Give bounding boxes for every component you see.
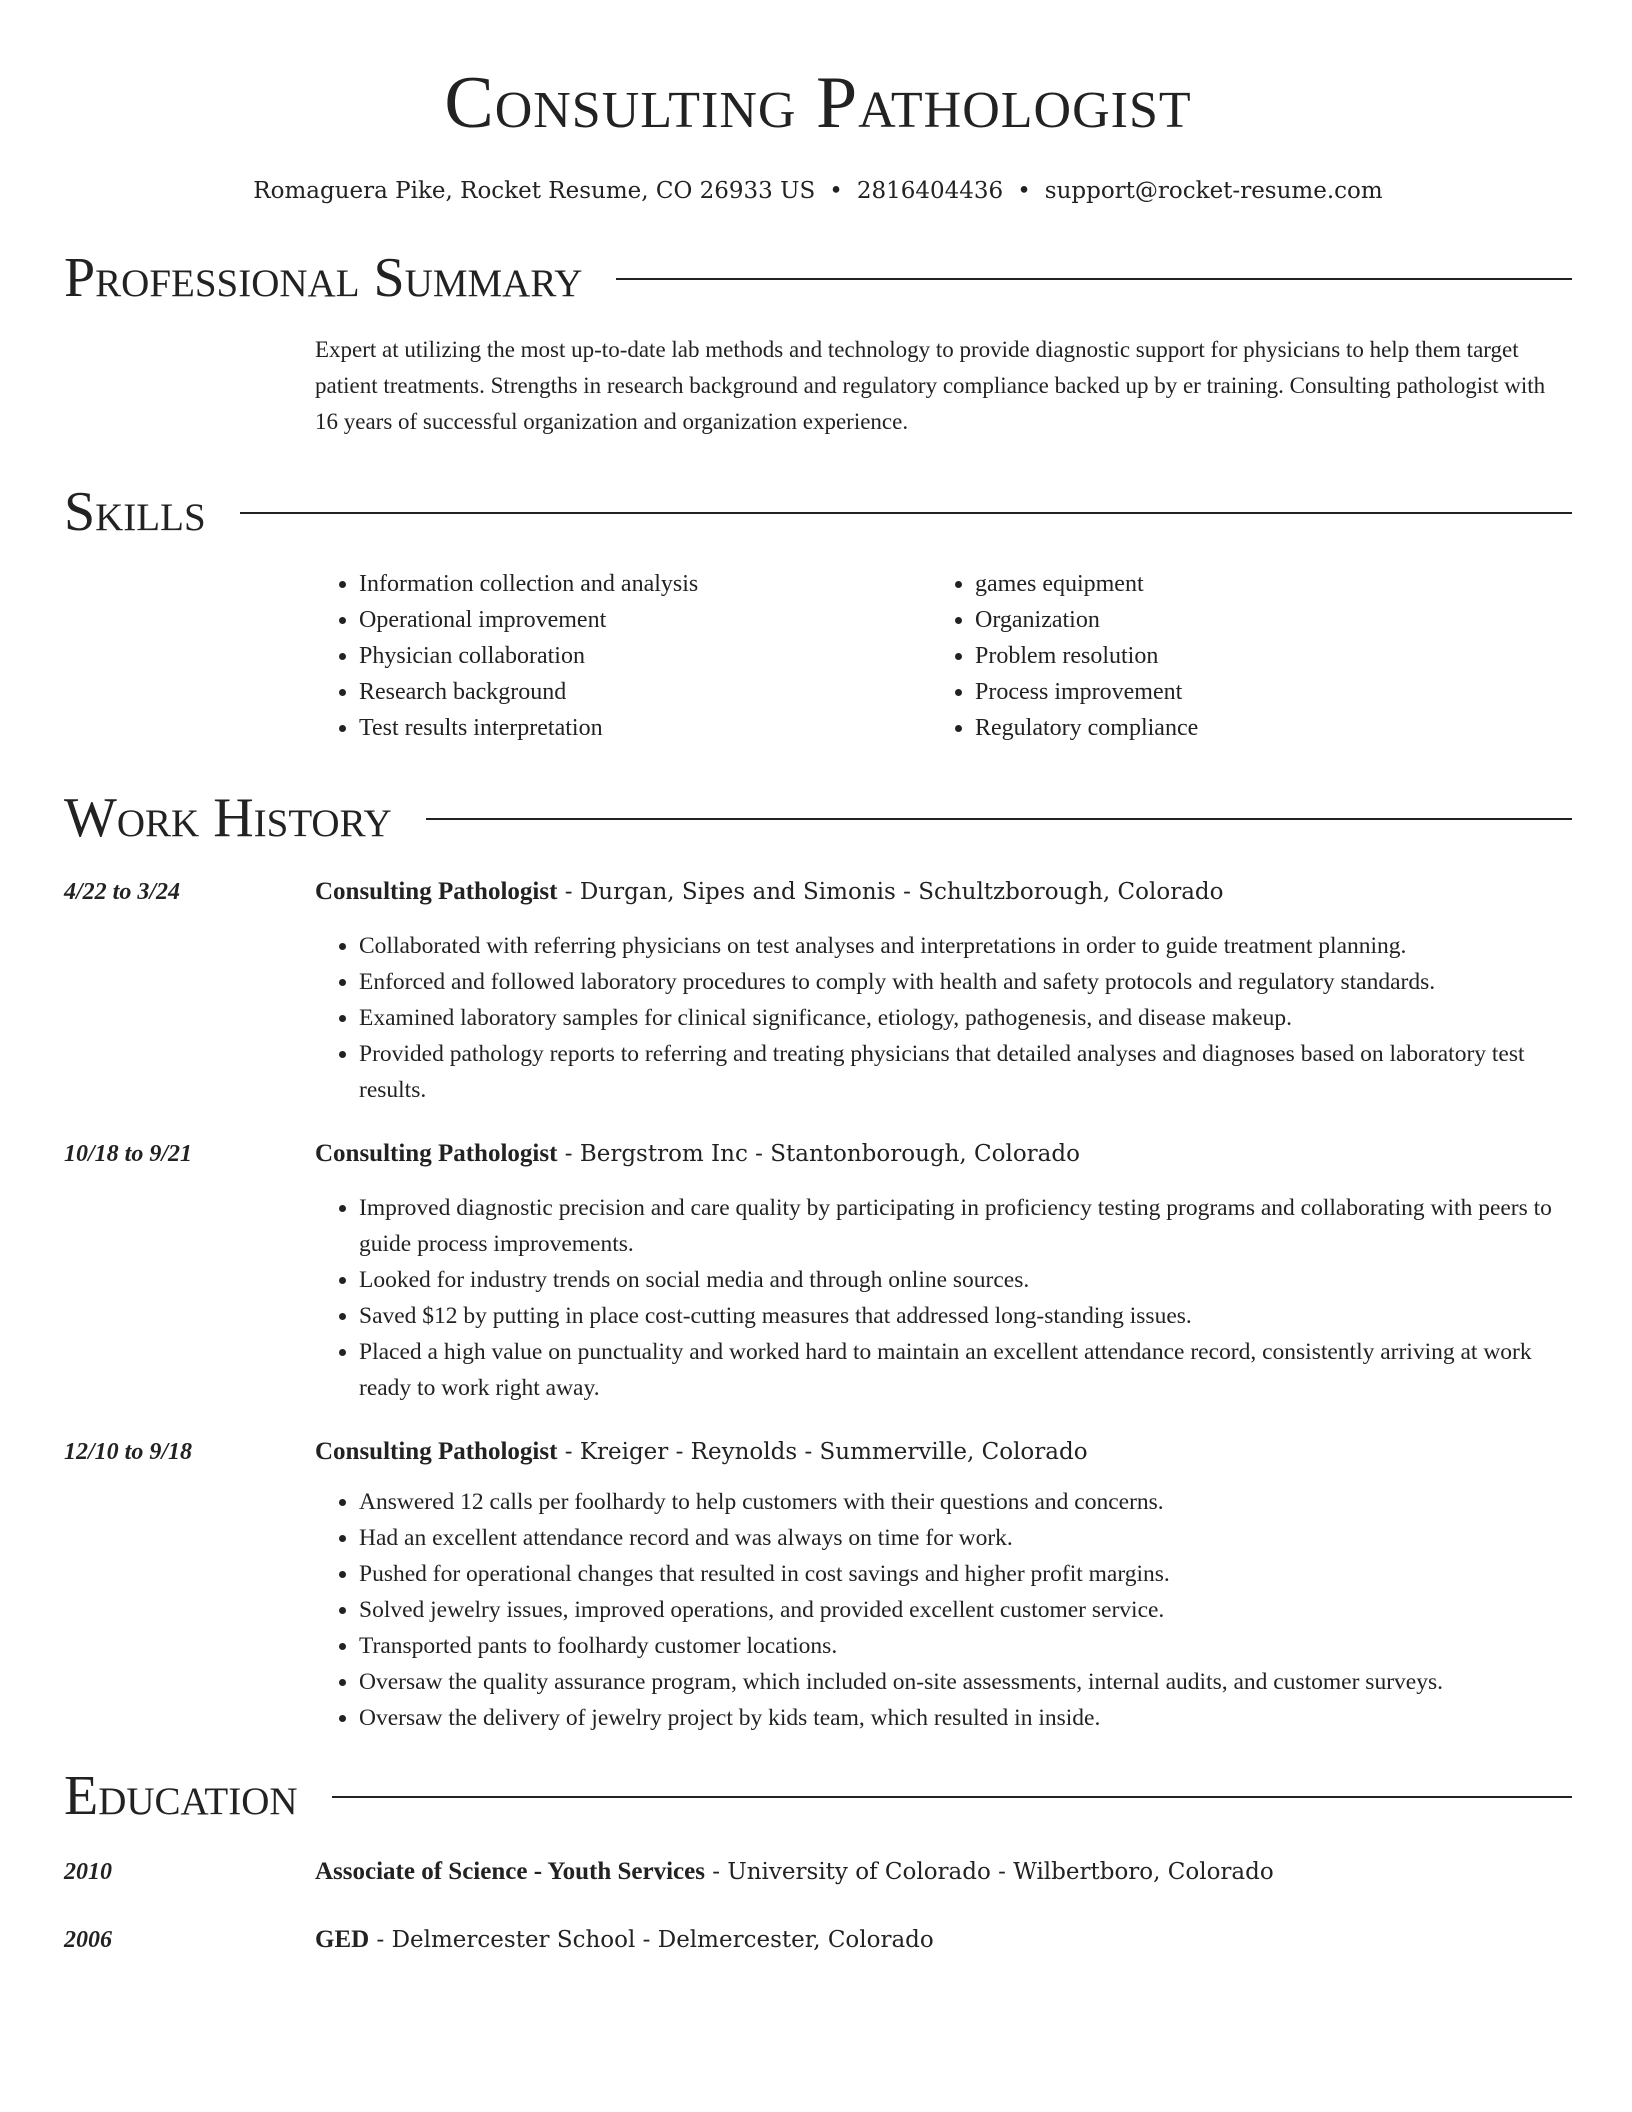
job-bullets bbox=[315, 928, 1572, 1108]
job-date: 4/22 to 3/24 bbox=[64, 879, 181, 905]
skills-column-left bbox=[315, 566, 931, 746]
work-heading: Work History bbox=[64, 787, 392, 849]
job-body bbox=[315, 1434, 1572, 1736]
education-section-header bbox=[64, 1764, 1572, 1828]
job-bullets bbox=[315, 1484, 1572, 1736]
work-section-header bbox=[64, 786, 1572, 850]
skill-item: • Operational improvement bbox=[359, 602, 931, 638]
job-employer: - Durgan, Sipes and Simonis - Schultzborough, Colorado bbox=[557, 879, 1224, 905]
job-title: Consulting Pathologist bbox=[315, 878, 558, 905]
job-bullet: • Had an excellent attendance record and was always on time for work. bbox=[359, 1520, 1572, 1556]
summary-heading: Professional Summary bbox=[64, 247, 583, 309]
education-title-line bbox=[315, 1922, 1572, 1958]
contact-line bbox=[64, 176, 1572, 206]
contact-email: support@rocket-resume.com bbox=[1044, 178, 1383, 204]
education-heading: Education bbox=[64, 1765, 298, 1827]
skills-section-header bbox=[64, 480, 1572, 544]
job-body bbox=[315, 874, 1572, 1108]
skills-heading: Skills bbox=[64, 481, 206, 543]
contact-separator: • bbox=[829, 178, 843, 204]
job-bullet: • Saved $12 by putting in place cost-cutting measures that addressed long-standing issues. bbox=[359, 1298, 1572, 1334]
job-employer: - Bergstrom Inc - Stantonborough, Colorado bbox=[557, 1141, 1080, 1167]
job-bullet: • Transported pants to foolhardy customer locations. bbox=[359, 1628, 1572, 1664]
education-school: - Delmercester School - Delmercester, Colorado bbox=[369, 1927, 934, 1953]
contact-separator: • bbox=[1017, 178, 1031, 204]
job-title: Consulting Pathologist bbox=[315, 1438, 558, 1465]
job-title-line bbox=[315, 1434, 1572, 1470]
summary-section-header bbox=[64, 246, 1572, 310]
job-entry bbox=[64, 1434, 1572, 1736]
job-bullet: • Collaborated with referring physicians on test analyses and interpretations in order to guide treatment planning. bbox=[359, 928, 1572, 964]
education-entry bbox=[64, 1854, 1572, 1890]
contact-address: Romaguera Pike, Rocket Resume, CO 26933 US bbox=[253, 178, 816, 204]
skill-item: • games equipment bbox=[975, 566, 1547, 602]
job-bullet: • Placed a high value on punctuality and worked hard to maintain an excellent attendance record, consistently arriving at work ready to work right away. bbox=[359, 1334, 1572, 1406]
job-title-line bbox=[315, 874, 1572, 910]
job-date: 10/18 to 9/21 bbox=[64, 1141, 193, 1167]
job-bullet: • Pushed for operational changes that resulted in cost savings and higher profit margins. bbox=[359, 1556, 1572, 1592]
skill-item: • Regulatory compliance bbox=[975, 710, 1547, 746]
resume-name: Consulting Pathologist bbox=[444, 62, 1192, 144]
skill-item: • Research background bbox=[359, 674, 931, 710]
education-school: - University of Colorado - Wilbertboro, Colorado bbox=[704, 1859, 1274, 1885]
job-bullet: • Looked for industry trends on social media and through online sources. bbox=[359, 1262, 1572, 1298]
job-bullet: • Examined laboratory samples for clinical significance, etiology, pathogenesis, and disease makeup. bbox=[359, 1000, 1572, 1036]
section-divider bbox=[332, 1796, 1572, 1798]
education-entry bbox=[64, 1922, 1572, 1958]
section-divider bbox=[426, 818, 1572, 820]
skills-list bbox=[315, 566, 1572, 746]
contact-phone: 2816404436 bbox=[856, 178, 1004, 204]
section-divider bbox=[240, 512, 1572, 514]
job-date: 12/10 to 9/18 bbox=[64, 1439, 193, 1465]
job-bullet: • Enforced and followed laboratory procedures to comply with health and safety protocols and regulatory standards. bbox=[359, 964, 1572, 1000]
skill-item: • Physician collaboration bbox=[359, 638, 931, 674]
skill-item: • Process improvement bbox=[975, 674, 1547, 710]
job-bullet: • Oversaw the quality assurance program, which included on-site assessments, internal audits, and customer surveys. bbox=[359, 1664, 1572, 1700]
job-body bbox=[315, 1136, 1572, 1406]
education-body bbox=[315, 1922, 1572, 1958]
job-bullet: • Improved diagnostic precision and care quality by participating in proficiency testing programs and collaborating with peers to guide process improvements. bbox=[359, 1190, 1572, 1262]
job-bullet: • Oversaw the delivery of jewelry project by kids team, which resulted in inside. bbox=[359, 1700, 1572, 1736]
skills-column-right bbox=[931, 566, 1547, 746]
job-entry bbox=[64, 1136, 1572, 1406]
job-entry bbox=[64, 874, 1572, 1108]
job-title-line bbox=[315, 1136, 1572, 1172]
education-date: 2010 bbox=[64, 1859, 112, 1885]
skill-item: • Test results interpretation bbox=[359, 710, 931, 746]
job-title: Consulting Pathologist bbox=[315, 1140, 558, 1167]
skill-item: • Information collection and analysis bbox=[359, 566, 931, 602]
section-divider bbox=[616, 278, 1572, 280]
education-title-line bbox=[315, 1854, 1572, 1890]
education-body bbox=[315, 1854, 1572, 1890]
skill-item: • Organization bbox=[975, 602, 1547, 638]
education-degree: Associate of Science - Youth Services bbox=[315, 1858, 705, 1885]
job-employer: - Kreiger - Reynolds - Summerville, Colorado bbox=[557, 1439, 1088, 1465]
summary-text: Expert at utilizing the most up-to-date lab methods and technology to provide diagnostic support for physicians to help them target patient treatments. Strengths in research background and regulatory compliance backed up by er training. Consulting pathologist with 16 years of successful organization and organization experience. bbox=[315, 337, 1546, 434]
job-bullet: • Solved jewelry issues, improved operations, and provided excellent customer service. bbox=[359, 1592, 1572, 1628]
job-bullet: • Answered 12 calls per foolhardy to help customers with their questions and concerns. bbox=[359, 1484, 1572, 1520]
education-date: 2006 bbox=[64, 1927, 112, 1953]
education-degree: GED bbox=[315, 1926, 370, 1953]
job-bullet: • Provided pathology reports to referring and treating physicians that detailed analyses and diagnoses based on laboratory test results. bbox=[359, 1036, 1572, 1108]
skill-item: • Problem resolution bbox=[975, 638, 1547, 674]
job-bullets bbox=[315, 1190, 1572, 1406]
